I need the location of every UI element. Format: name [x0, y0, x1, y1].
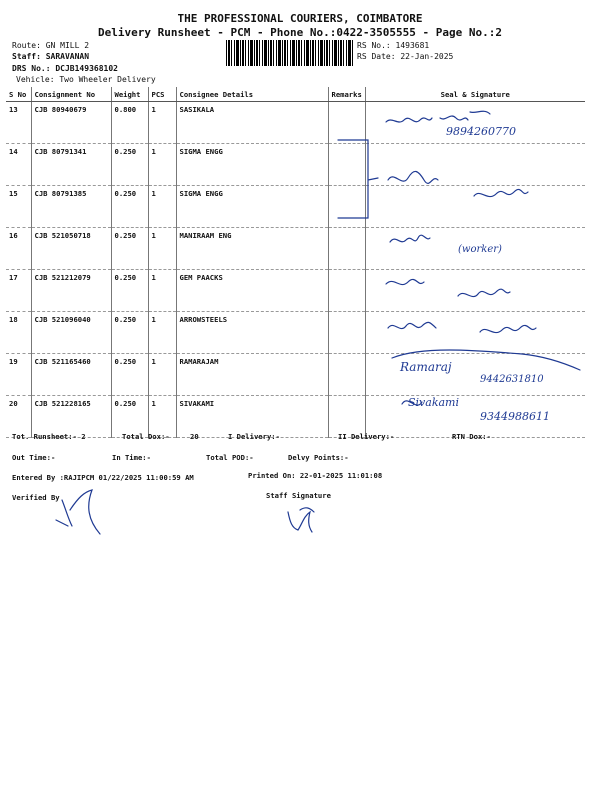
cell-pcs: 1 — [148, 270, 176, 312]
cell-consignee: MANIRAAM ENG — [176, 228, 328, 270]
cell-pcs: 1 — [148, 144, 176, 186]
route-label: Route: GN MILL 2 — [12, 41, 90, 50]
signature-row14-15 — [388, 171, 528, 196]
handwritten-name-20: Sivakami — [408, 396, 459, 409]
handwritten-phone-13: 9894260770 — [446, 125, 516, 138]
total-pod: Total POD:- — [206, 453, 254, 462]
drs-number: DRS No.: DCJB149368102 — [12, 64, 118, 73]
cell-consignment: CJB 521212079 — [31, 270, 111, 312]
cell-weight: 0.800 — [111, 102, 148, 144]
cell-pcs: 1 — [148, 102, 176, 144]
cell-consignment: CJB 521050718 — [31, 228, 111, 270]
cell-weight: 0.250 — [111, 186, 148, 228]
cell-consignee: GEM PAACKS — [176, 270, 328, 312]
printed-on: Printed On: 22-01-2025 11:01:08 — [248, 471, 383, 480]
cell-consignee: ARROWSTEELS — [176, 312, 328, 354]
company-title: THE PROFESSIONAL COURIERS, COIMBATORE — [177, 12, 423, 25]
entered-by: Entered By :RAJIPCM 01/22/2025 11:00:59 AM — [12, 473, 194, 482]
signature-row18 — [388, 322, 536, 332]
ii-delivery: II Delivery:- — [338, 432, 395, 441]
cell-consignee: SIGMA ENGG — [176, 186, 328, 228]
cell-weight: 0.250 — [111, 144, 148, 186]
cell-consignment: CJB 521228165 — [31, 396, 111, 438]
cell-weight: 0.250 — [111, 270, 148, 312]
col-header-weight: Weight — [111, 87, 148, 102]
handwritten-name-19: Ramaraj — [400, 360, 452, 374]
cell-weight: 0.250 — [111, 228, 148, 270]
col-header-seal: Seal & Signature — [365, 87, 585, 102]
rs-number: RS No.: 1493681 — [357, 41, 430, 50]
verified-signature — [56, 490, 100, 534]
vehicle-label: Vehicle: Two Wheeler Delivery — [16, 75, 156, 84]
cell-sno: 13 — [6, 102, 31, 144]
cell-weight: 0.250 — [111, 396, 148, 438]
cell-pcs: 1 — [148, 312, 176, 354]
cell-sno: 18 — [6, 312, 31, 354]
signature-row13 — [386, 111, 490, 122]
handwritten-note-16: (worker) — [458, 244, 502, 255]
col-header-consignment: Consignment No — [31, 87, 111, 102]
col-header-remarks: Remarks — [328, 87, 365, 102]
cell-sno: 16 — [6, 228, 31, 270]
cell-consignee: SASIKALA — [176, 102, 328, 144]
cell-consignment: CJB 80791341 — [31, 144, 111, 186]
signature-row17 — [386, 279, 510, 296]
bracket-mark — [338, 140, 378, 218]
cell-pcs: 1 — [148, 396, 176, 438]
in-time: In Time:- — [112, 453, 151, 462]
cell-sno: 17 — [6, 270, 31, 312]
verified-by-label: Verified By — [12, 493, 60, 502]
handwritten-phone-19: 9442631810 — [480, 374, 544, 385]
cell-weight: 0.250 — [111, 312, 148, 354]
cell-consignment: CJB 80940679 — [31, 102, 111, 144]
cell-consignment: CJB 521096040 — [31, 312, 111, 354]
cell-consignee: SIGMA ENGG — [176, 144, 328, 186]
handwritten-phone-20: 9344988611 — [480, 410, 550, 423]
total-dox-label: Total Dox:- — [122, 432, 170, 441]
staff-signature-mark — [288, 508, 314, 532]
cell-consignee: RAMARAJAM — [176, 354, 328, 396]
rs-date: RS Date: 22-Jan-2025 — [357, 52, 454, 61]
cell-sno: 14 — [6, 144, 31, 186]
runsheet-subtitle: Delivery Runsheet - PCM - Phone No.:0422-3505555 - Page No.:2 — [98, 26, 502, 39]
col-header-pcs: PCS — [148, 87, 176, 102]
delvy-points: Delvy Points:- — [288, 453, 349, 462]
tot-runsheet: Tot. Runsheet:- 2 — [12, 432, 86, 441]
rtn-dox: RTN Dox:- — [452, 432, 491, 441]
staff-signature-label: Staff Signature — [266, 491, 331, 500]
out-time: Out Time:- — [12, 453, 56, 462]
cell-sno: 15 — [6, 186, 31, 228]
signature-row16 — [390, 235, 430, 242]
col-header-consignee: Consignee Details — [176, 87, 328, 102]
i-delivery: I Delivery:- — [228, 432, 280, 441]
cell-pcs: 1 — [148, 228, 176, 270]
staff-label: Staff: SARAVANAN — [12, 52, 90, 61]
cell-pcs: 1 — [148, 354, 176, 396]
col-header-sno: S No — [6, 87, 31, 102]
cell-pcs: 1 — [148, 186, 176, 228]
cell-sno: 20 — [6, 396, 31, 438]
cell-sno: 19 — [6, 354, 31, 396]
cell-consignee: SIVAKAMI — [176, 396, 328, 438]
cell-consignment: CJB 521165460 — [31, 354, 111, 396]
cell-weight: 0.250 — [111, 354, 148, 396]
total-dox-value: 20 — [190, 432, 199, 441]
cell-consignment: CJB 80791385 — [31, 186, 111, 228]
